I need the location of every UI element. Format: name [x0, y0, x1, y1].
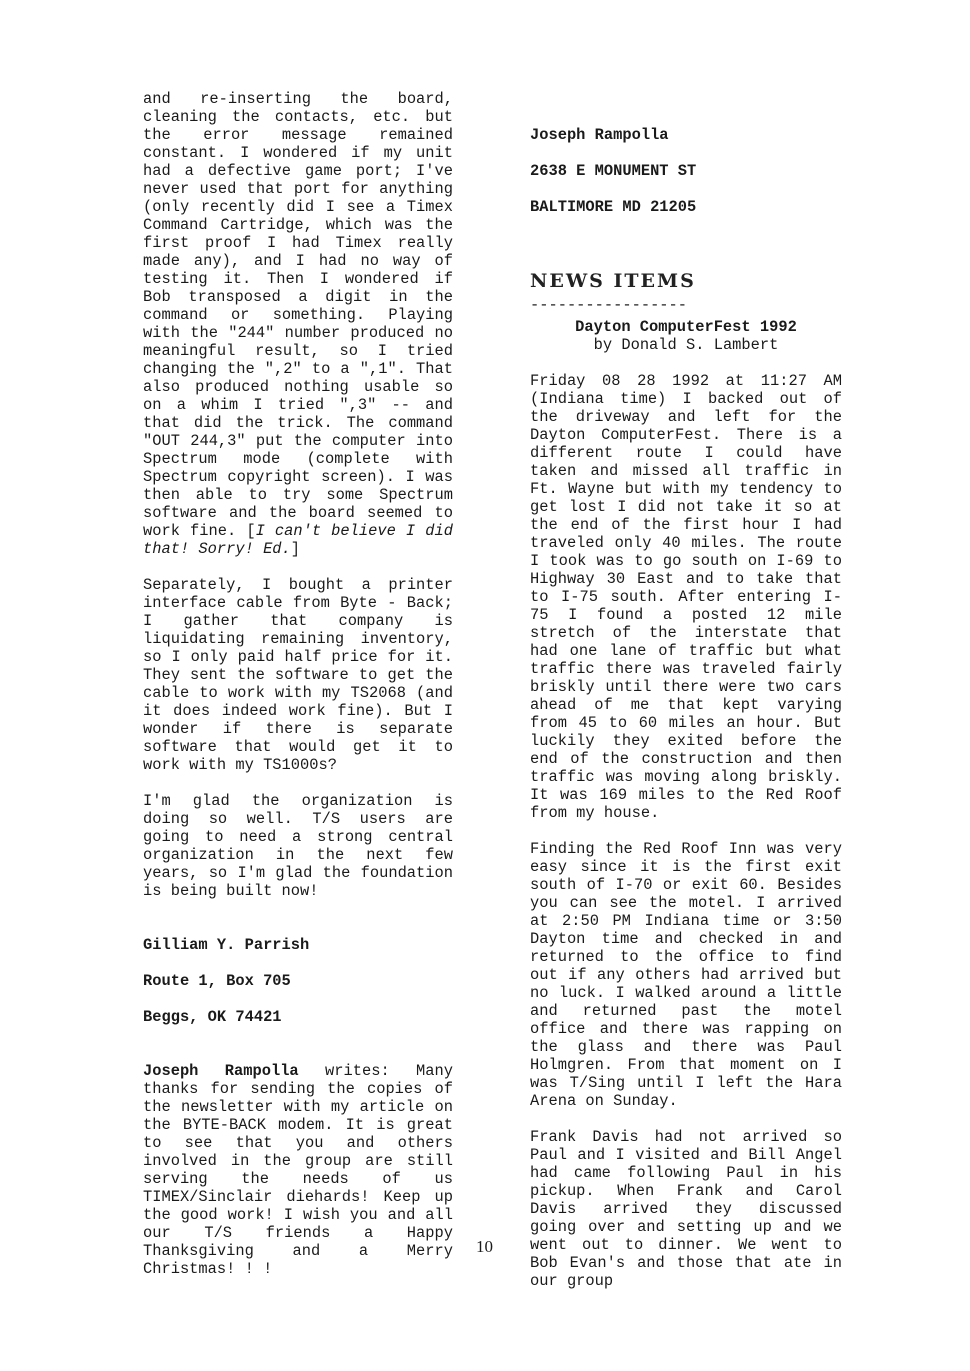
address-line: Beggs, OK 74421: [143, 1008, 282, 1026]
section-heading: NEWS ITEMS: [530, 270, 696, 292]
address-line: Route 1, Box 705: [143, 972, 291, 990]
paragraph: Friday 08 28 1992 at 11:27 AM (Indiana time) I backed out of the driveway and left for the Dayton ComputerFest. There is a different route I could have taken and missed all traffic in Ft. Wayne but with my tendency to get lost I did not take it so at the end of the first hour I had traveled only 40 miles. The route I took was to go south on I-69 to Highway 30 East and to take that to I-75 south. After entering I-75 I found a posted 12 mile stretch of the interstate that had one lane of traffic but what traffic there was traveled fairly briskly until there were two cars ahead of me that kept varying from 45 to 60 miles an hour. But luckily they exited before the end of the construction and then traffic was moving along briskly. It was 169 miles to the Red Roof from my house.: [530, 372, 842, 822]
editor-note: I can't believe I did that! Sorry! Ed.: [143, 522, 453, 558]
left-column: [143, 90, 453, 1296]
paragraph: Frank Davis had not arrived so Paul and I visited and Bill Angel had came following Paul in his pickup. When Frank and Carol Davis arrived they discussed going over and setting up and we went out to dinner. We went to Bob Evan's and those that ate in our group: [530, 1128, 842, 1290]
address-name: Gilliam Y. Parrish: [143, 936, 310, 954]
paragraph: Joseph Rampolla writes: Many thanks for sending the copies of the newsletter with my article on the BYTE-BACK modem. It is great to see that you and others involved in the group are still serving the needs of us TIMEX/Sinclair diehards! Keep up the good work! I wish you and all our T/S friends a Happy Thanksgiving and a Merry Christmas! ! !: [143, 1062, 453, 1278]
address-line: 2638 E MONUMENT ST: [530, 162, 697, 180]
right-column: [530, 108, 842, 1308]
address-name: Joseph Rampolla: [530, 126, 669, 144]
heading-rule: -----------------: [530, 296, 688, 314]
address-line: BALTIMORE MD 21205: [530, 198, 697, 216]
paragraph: Separately, I bought a printer interface cable from Byte - Back; I gather that company is liquidating remaining inventory, so I only paid half price for it. They sent the software to get the cable to work with my TS2068 (and it does indeed work fine). But I wonder if there is separate software that would get it to work with my TS1000s?: [143, 576, 453, 774]
paragraph: and re-inserting the board, cleaning the contacts, etc. but the error message remained constant. I wondered if my unit had a defective game port; I've never used that port for anything (only recently did I see a Timex Command Cartridge, which was the first proof I had Timex really made any), and I had no way of testing it. Then I wondered if Bob transposed a digit in the command or something. Playing with the "244" number produced no meaningful result, so I tried changing the ",2" to a ",1". That also produced nothing usable so on a whim I tried ",3" -- and that did the trick. The command "OUT 244,3" put the computer into Spectrum mode (complete with Spectrum copyright screen). I was then able to try some Spectrum software and the board seemed to work fine. [I can't believe I did that! Sorry! Ed.]: [143, 90, 453, 558]
paragraph: Finding the Red Roof Inn was very easy since it is the first exit south of I-70 or exit 60. Besides you can see the motel. I arrived at 2:50 PM Indiana time or 3:50 Dayton time and checked in and returned to the office to find out if any others had arrived but no luck. I walked around a little and returned past the motel office and there was rapping on the glass and there was Paul Holmgren. From that moment on I was T/Sing until I left the Hara Arena on Sunday.: [530, 840, 842, 1110]
article-title: Dayton ComputerFest 1992: [575, 318, 797, 336]
paragraph: I'm glad the organization is doing so well. T/S users are going to need a strong central organization in the next few years, so I'm glad the foundation is being built now!: [143, 792, 453, 900]
article-byline: by Donald S. Lambert: [593, 336, 779, 354]
letter-author: Joseph Rampolla: [143, 1062, 299, 1080]
page-number: 10: [476, 1237, 493, 1256]
address-block: [530, 108, 842, 234]
address-block: [143, 918, 453, 1044]
